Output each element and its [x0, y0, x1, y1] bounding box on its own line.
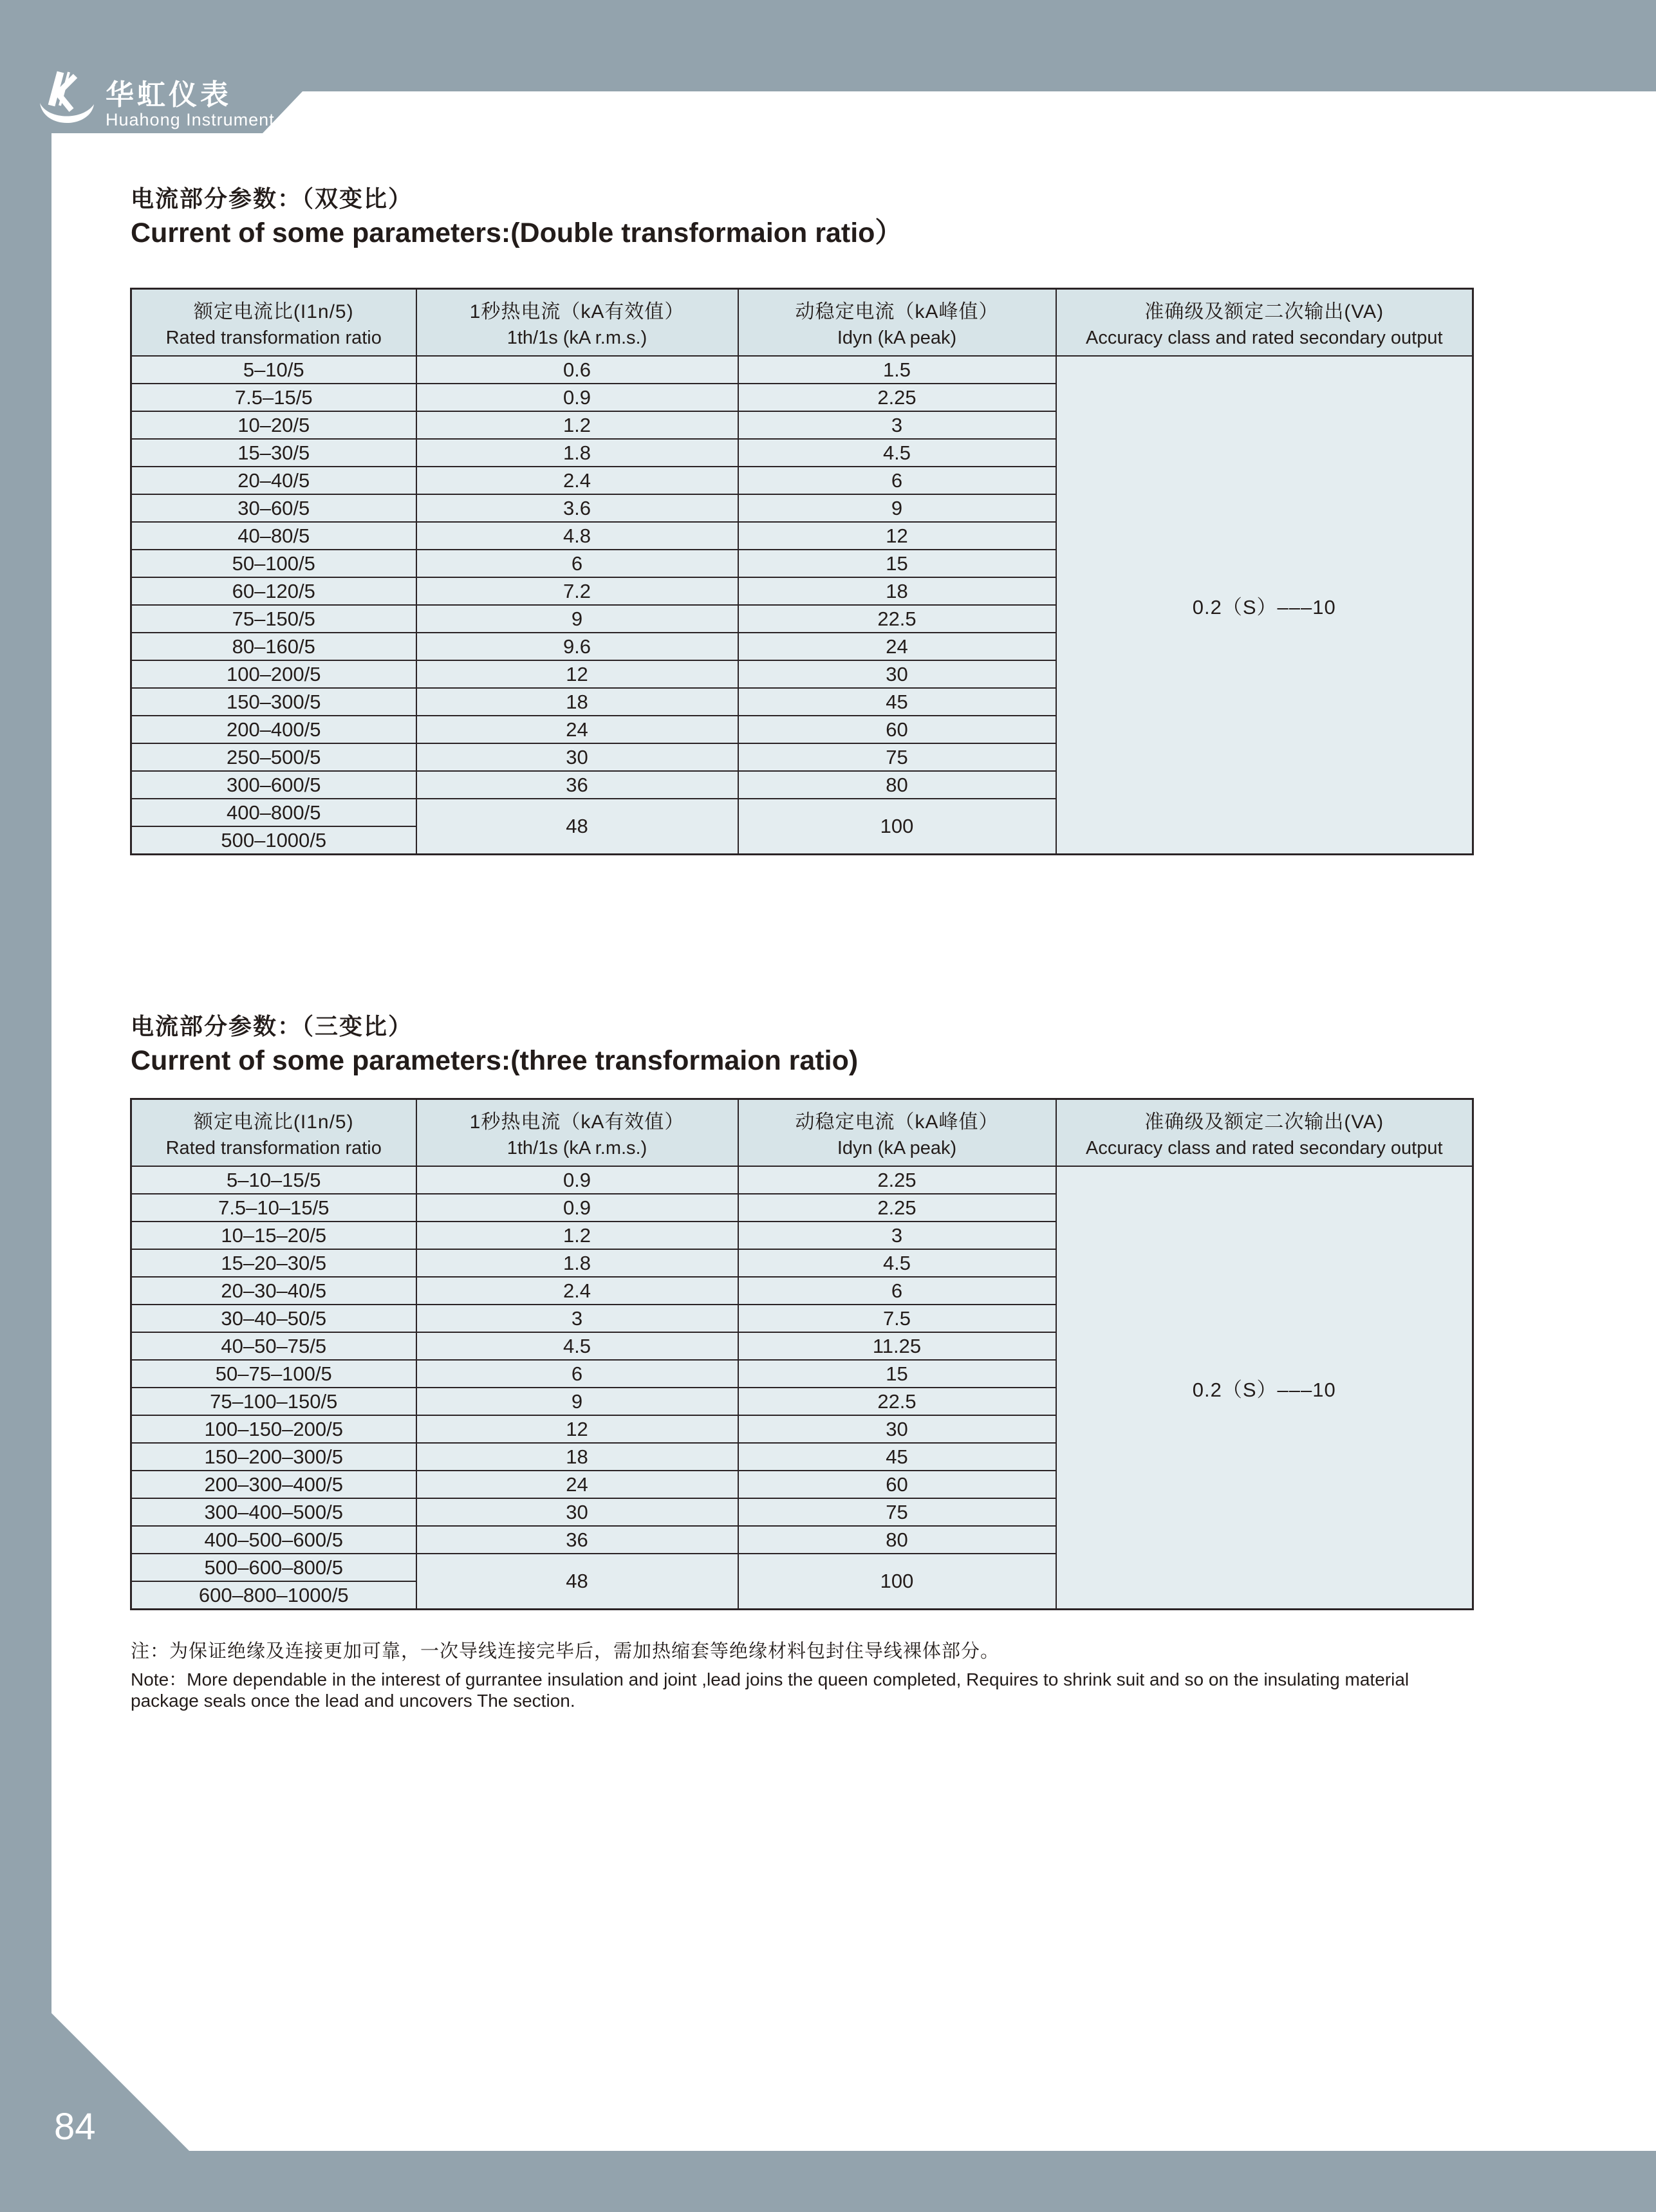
thermal-current-cell: 24: [416, 716, 738, 743]
header-label-en: Rated transformation ratio: [165, 328, 382, 348]
header-label-en: Accuracy class and rated secondary output: [1085, 328, 1443, 348]
thermal-current-cell: 1.8: [416, 1249, 738, 1277]
ratio-cell: 80–160/5: [131, 633, 416, 660]
header-label-zh: 动稳定电流（kA峰值）: [795, 1111, 999, 1133]
ratio-cell: 40–50–75/5: [131, 1332, 416, 1360]
ratio-cell: 50–75–100/5: [131, 1360, 416, 1388]
ratio-cell: 400–800/5: [131, 799, 416, 826]
dynamic-current-cell: 30: [738, 1415, 1056, 1443]
accuracy-cell: 0.2（S）–––10: [1056, 356, 1473, 855]
header-cell: [1056, 289, 1473, 357]
header-label-en: 1th/1s (kA r.m.s.): [507, 328, 647, 348]
thermal-current-cell: 48: [416, 1554, 738, 1610]
dynamic-current-cell: 75: [738, 743, 1056, 771]
header-cell: [738, 289, 1056, 357]
ratio-cell: 100–150–200/5: [131, 1415, 416, 1443]
header-label-zh: 额定电流比(I1n/5): [193, 301, 354, 322]
ratio-cell: 250–500/5: [131, 743, 416, 771]
table-row: [131, 356, 1473, 384]
header-label-zh: 额定电流比(I1n/5): [193, 1111, 354, 1133]
ratio-cell: 150–200–300/5: [131, 1443, 416, 1471]
header-label-en: Idyn (kA peak): [837, 1138, 957, 1158]
header-label-zh: 动稳定电流（kA峰值）: [795, 301, 999, 322]
dynamic-current-cell: 2.25: [738, 1166, 1056, 1194]
ratio-cell: 30–60/5: [131, 494, 416, 522]
dynamic-current-cell: 3: [738, 411, 1056, 439]
dynamic-current-cell: 18: [738, 577, 1056, 605]
brand-name-zh: 华虹仪表: [106, 79, 232, 111]
ratio-cell: 500–600–800/5: [131, 1554, 416, 1581]
header-cell: [131, 289, 416, 357]
dynamic-current-cell: 9: [738, 494, 1056, 522]
brand-logo: [37, 70, 275, 131]
dynamic-current-cell: 2.25: [738, 1194, 1056, 1222]
dynamic-current-cell: 30: [738, 660, 1056, 688]
ratio-cell: 600–800–1000/5: [131, 1581, 416, 1610]
header-cell: [416, 1099, 738, 1167]
dynamic-current-cell: 100: [738, 799, 1056, 855]
thermal-current-cell: 0.6: [416, 356, 738, 384]
thermal-current-cell: 0.9: [416, 1194, 738, 1222]
header-label-zh: 1秒热电流（kA有效值）: [469, 301, 685, 322]
thermal-current-cell: 7.2: [416, 577, 738, 605]
accuracy-cell: 0.2（S）–––10: [1056, 1166, 1473, 1610]
dynamic-current-cell: 12: [738, 522, 1056, 550]
header-label-zh: 准确级及额定二次输出(VA): [1144, 1111, 1384, 1133]
thermal-current-cell: 9: [416, 1388, 738, 1415]
section-title-three-ratio: [131, 1012, 858, 1077]
ratio-cell: 50–100/5: [131, 550, 416, 577]
header-label-zh: 准确级及额定二次输出(VA): [1144, 301, 1384, 322]
thermal-current-cell: 0.9: [416, 1166, 738, 1194]
dynamic-current-cell: 75: [738, 1498, 1056, 1526]
header-label-en: Rated transformation ratio: [165, 1138, 382, 1158]
thermal-current-cell: 30: [416, 1498, 738, 1526]
ratio-cell: 7.5–10–15/5: [131, 1194, 416, 1222]
dynamic-current-cell: 4.5: [738, 1249, 1056, 1277]
dynamic-current-cell: 22.5: [738, 1388, 1056, 1415]
header-label-en: Accuracy class and rated secondary output: [1085, 1138, 1443, 1158]
header-label-en: Idyn (kA peak): [837, 328, 957, 348]
header-cell: [131, 1099, 416, 1167]
thermal-current-cell: 12: [416, 660, 738, 688]
dynamic-current-cell: 24: [738, 633, 1056, 660]
thermal-current-cell: 36: [416, 771, 738, 799]
thermal-current-cell: 4.5: [416, 1332, 738, 1360]
double-ratio-table-container: [130, 288, 1474, 855]
thermal-current-cell: 24: [416, 1471, 738, 1498]
thermal-current-cell: 1.2: [416, 411, 738, 439]
thermal-current-cell: 1.2: [416, 1222, 738, 1249]
parameters-table: [130, 288, 1474, 855]
thermal-current-cell: 0.9: [416, 384, 738, 411]
ratio-cell: 40–80/5: [131, 522, 416, 550]
ratio-cell: 75–100–150/5: [131, 1388, 416, 1415]
thermal-current-cell: 2.4: [416, 467, 738, 494]
ratio-cell: 75–150/5: [131, 605, 416, 633]
ratio-cell: 30–40–50/5: [131, 1305, 416, 1332]
thermal-current-cell: 3.6: [416, 494, 738, 522]
dynamic-current-cell: 60: [738, 1471, 1056, 1498]
dynamic-current-cell: 4.5: [738, 439, 1056, 467]
ratio-cell: 60–120/5: [131, 577, 416, 605]
three-ratio-table-container: [130, 1098, 1474, 1610]
ratio-cell: 20–30–40/5: [131, 1277, 416, 1305]
dynamic-current-cell: 6: [738, 467, 1056, 494]
ratio-cell: 100–200/5: [131, 660, 416, 688]
thermal-current-cell: 6: [416, 550, 738, 577]
dynamic-current-cell: 45: [738, 1443, 1056, 1471]
dynamic-current-cell: 80: [738, 1526, 1056, 1554]
ratio-cell: 5–10–15/5: [131, 1166, 416, 1194]
page-number: 84: [54, 2106, 96, 2148]
header-cell: [416, 289, 738, 357]
ratio-cell: 15–20–30/5: [131, 1249, 416, 1277]
ratio-cell: 200–300–400/5: [131, 1471, 416, 1498]
section-title-en: Current of some parameters:(Double transformaion ratio）: [131, 218, 903, 249]
footnote-en: Note：More dependable in the interest of gurrantee insulation and joint ,lead joins the queen completed, Requires to shrink suit and so on the insulating material package seals once the lead and uncovers The section.: [131, 1669, 1409, 1711]
parameters-table: [130, 1098, 1474, 1610]
header-cell: [1056, 1099, 1473, 1167]
ratio-cell: 300–600/5: [131, 771, 416, 799]
dynamic-current-cell: 3: [738, 1222, 1056, 1249]
section-title-double-ratio: [131, 185, 902, 250]
dynamic-current-cell: 60: [738, 716, 1056, 743]
section-title-zh: 电流部分参数：（三变比）: [131, 1013, 413, 1039]
dynamic-current-cell: 100: [738, 1554, 1056, 1610]
table-row: [131, 1166, 1473, 1194]
thermal-current-cell: 6: [416, 1360, 738, 1388]
thermal-current-cell: 9: [416, 605, 738, 633]
header-cell: [738, 1099, 1056, 1167]
ratio-cell: 20–40/5: [131, 467, 416, 494]
ratio-cell: 10–15–20/5: [131, 1222, 416, 1249]
footnote-zh: 注：为保证绝缘及连接更加可靠，一次导线连接完毕后，需加热缩套等绝缘材料包封住导线裸体部分。: [131, 1641, 1000, 1662]
thermal-current-cell: 9.6: [416, 633, 738, 660]
brand-name-en: Huahong Instrument: [106, 109, 275, 129]
header-label-en: 1th/1s (kA r.m.s.): [507, 1138, 647, 1158]
section-title-zh: 电流部分参数：（双变比）: [131, 185, 413, 212]
ratio-cell: 150–300/5: [131, 688, 416, 716]
header-row: [131, 1099, 1473, 1167]
dynamic-current-cell: 2.25: [738, 384, 1056, 411]
thermal-current-cell: 30: [416, 743, 738, 771]
ratio-cell: 7.5–15/5: [131, 384, 416, 411]
dynamic-current-cell: 7.5: [738, 1305, 1056, 1332]
ratio-cell: 5–10/5: [131, 356, 416, 384]
footnote: [131, 1640, 1473, 1711]
dynamic-current-cell: 11.25: [738, 1332, 1056, 1360]
dynamic-current-cell: 1.5: [738, 356, 1056, 384]
ratio-cell: 500–1000/5: [131, 826, 416, 855]
thermal-current-cell: 18: [416, 688, 738, 716]
ratio-cell: 10–20/5: [131, 411, 416, 439]
brand-name: [106, 80, 275, 131]
dynamic-current-cell: 22.5: [738, 605, 1056, 633]
thermal-current-cell: 3: [416, 1305, 738, 1332]
huahong-logo-icon: [37, 70, 97, 131]
dynamic-current-cell: 15: [738, 1360, 1056, 1388]
thermal-current-cell: 2.4: [416, 1277, 738, 1305]
thermal-current-cell: 18: [416, 1443, 738, 1471]
thermal-current-cell: 12: [416, 1415, 738, 1443]
ratio-cell: 400–500–600/5: [131, 1526, 416, 1554]
dynamic-current-cell: 80: [738, 771, 1056, 799]
dynamic-current-cell: 6: [738, 1277, 1056, 1305]
header-row: [131, 289, 1473, 357]
thermal-current-cell: 48: [416, 799, 738, 855]
header-label-zh: 1秒热电流（kA有效值）: [469, 1111, 685, 1133]
ratio-cell: 200–400/5: [131, 716, 416, 743]
thermal-current-cell: 4.8: [416, 522, 738, 550]
thermal-current-cell: 36: [416, 1526, 738, 1554]
ratio-cell: 300–400–500/5: [131, 1498, 416, 1526]
thermal-current-cell: 1.8: [416, 439, 738, 467]
section-title-en: Current of some parameters:(three transformaion ratio): [131, 1045, 859, 1077]
ratio-cell: 15–30/5: [131, 439, 416, 467]
dynamic-current-cell: 15: [738, 550, 1056, 577]
dynamic-current-cell: 45: [738, 688, 1056, 716]
